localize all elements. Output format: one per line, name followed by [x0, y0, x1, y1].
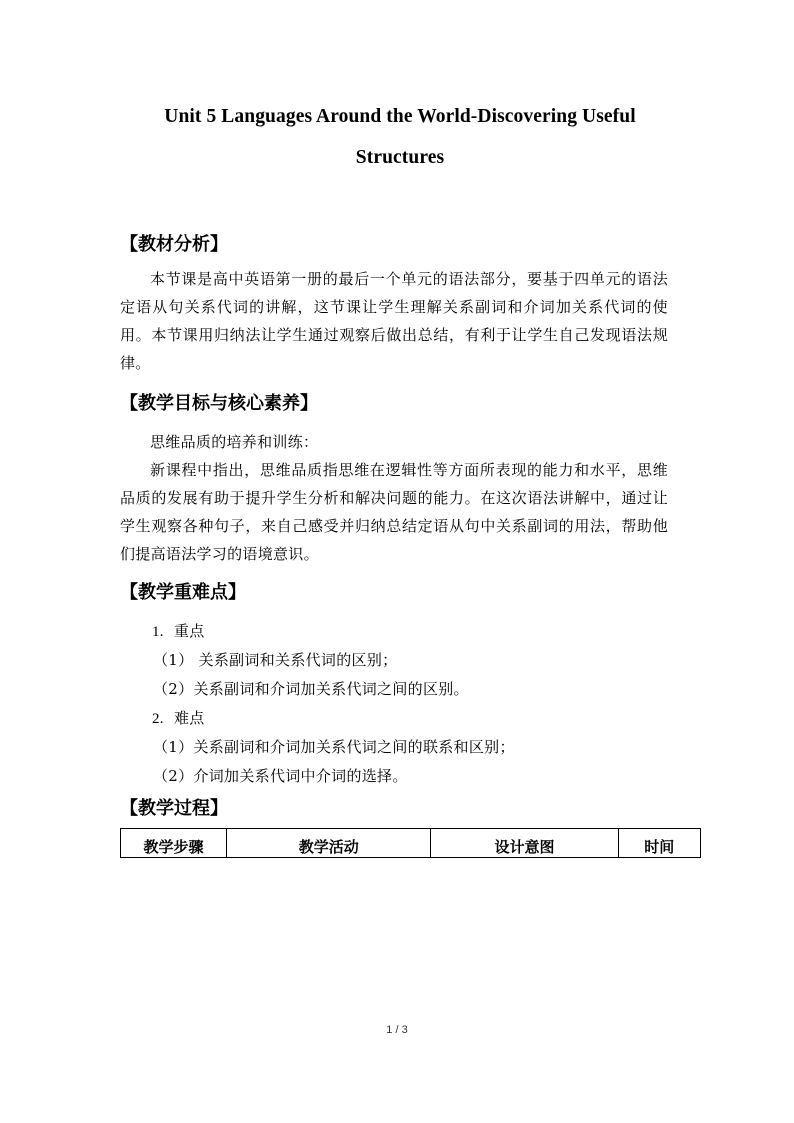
process-table	[120, 828, 701, 858]
objectives-subtitle: 思维品质的培养和训练：	[150, 433, 319, 451]
key-point-item-2-sub-2-text: 介词加关系代词中介词的选择。	[193, 767, 408, 785]
key-point-item-2-sub-1-text: 关系副词和介词加关系代词之间的联系和区别；	[193, 738, 515, 756]
document-title-line-1: Unit 5 Languages Around the World-Discovering Useful	[164, 106, 636, 127]
key-point-item-1-sub-2	[153, 678, 469, 699]
key-point-item-2	[152, 707, 205, 728]
key-point-item-2-sub-1	[153, 736, 515, 757]
process-table-header-step: 教学步骤	[121, 829, 227, 858]
process-table-header-time: 时间	[618, 829, 700, 858]
section-heading-key-points: 【教学重难点】	[120, 582, 246, 603]
section-heading-objectives: 【教学目标与核心素养】	[120, 393, 318, 414]
objectives-paragraph: 新课程中指出，思维品质指思维在逻辑性等方面所表现的能力和水平，思维品质的发展有助于提升学生分析和解决问题的能力。在这次语法讲解中，通过让学生观察各种句子，来自己感受并归纳总结定语从句中关系副词的用法，帮助他们提高语法学习的语境意识。	[120, 461, 668, 563]
key-point-item-2-sub-1-number: （1）	[153, 738, 194, 756]
key-point-item-2-sub-2	[153, 765, 408, 786]
key-point-item-2-label: 难点	[174, 709, 205, 727]
key-point-item-2-sub-2-number: （2）	[153, 767, 194, 785]
key-point-item-1-sub-1-number: （1）	[153, 651, 194, 669]
section-heading-analysis: 【教材分析】	[120, 234, 228, 255]
section-heading-process: 【教学过程】	[120, 798, 228, 819]
key-point-item-1	[152, 620, 205, 641]
process-table-header-row	[121, 829, 701, 858]
key-point-item-1-label: 重点	[174, 622, 205, 640]
key-point-item-2-number: 2.	[152, 711, 164, 727]
document-title-line-2: Structures	[355, 147, 445, 168]
process-table-header-activity: 教学活动	[227, 829, 431, 858]
key-point-item-1-sub-1	[153, 649, 397, 670]
key-point-item-1-number: 1.	[152, 624, 164, 640]
page-number: 1 / 3	[386, 1024, 408, 1036]
analysis-paragraph: 本节课是高中英语第一册的最后一个单元的语法部分，要基于四单元的语法定语从句关系代词的讲解，这节课让学生理解关系副词和介词加关系代词的使用。本节课用归纳法让学生通过观察后做出总结，有利于让学生自己发现语法规律。	[120, 270, 668, 372]
key-point-item-1-sub-1-text: 关系副词和关系代词的区别；	[198, 651, 398, 669]
process-table-header-intent: 设计意图	[431, 829, 618, 858]
key-point-item-1-sub-2-text: 关系副词和介词加关系代词之间的区别。	[193, 680, 469, 698]
key-point-item-1-sub-2-number: （2）	[153, 680, 194, 698]
